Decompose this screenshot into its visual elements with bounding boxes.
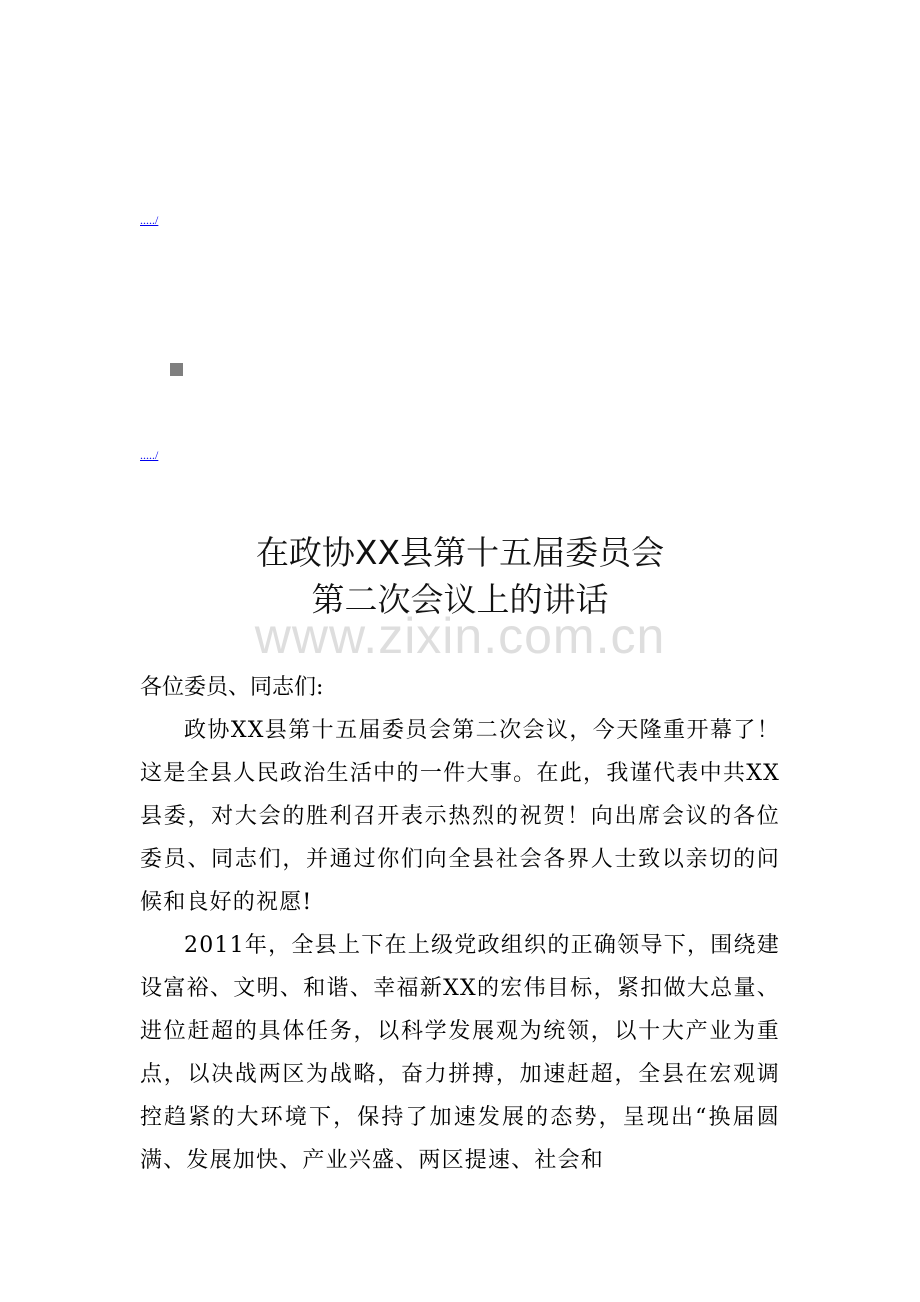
salutation: 各位委员、同志们: xyxy=(140,675,324,700)
bullet-square-icon xyxy=(170,363,183,376)
document-title-line-2: 第二次会议上的讲话 xyxy=(311,580,609,619)
watermark: www.zixin.com.cn xyxy=(254,608,666,664)
header-link-top[interactable]: ...../ xyxy=(140,213,159,227)
document-title-line-1: 在政协XX县第十五届委员会 xyxy=(255,533,665,572)
paragraph-2: 2011年，全县上下在上级党政组织的正确领导下，围绕建设富裕、文明、和谐、幸福新XX的宏伟目标，紧扣做大总量、进位赶超的具体任务，以科学发展观为统领，以十大产业为重点，以决战两区为战略，奋力拼搏，加速赶超，全县在宏观调控趋紧的大环境下，保持了加速发展的态势，呈现出“换届圆满、发展加快、产业兴盛、两区提速、社会和 xyxy=(140,933,780,1173)
body-paragraphs xyxy=(140,709,780,1182)
header-link-middle[interactable]: ...../ xyxy=(140,448,159,462)
paragraph-1: 政协XX县第十五届委员会第二次会议，今天隆重开幕了！这是全县人民政治生活中的一件大事。在此，我谨代表中共XX县委，对大会的胜利召开表示热烈的祝贺！向出席会议的各位委员、同志们，并通过你们向全县社会各界人士致以亲切的问候和良好的祝愿! xyxy=(140,718,780,915)
